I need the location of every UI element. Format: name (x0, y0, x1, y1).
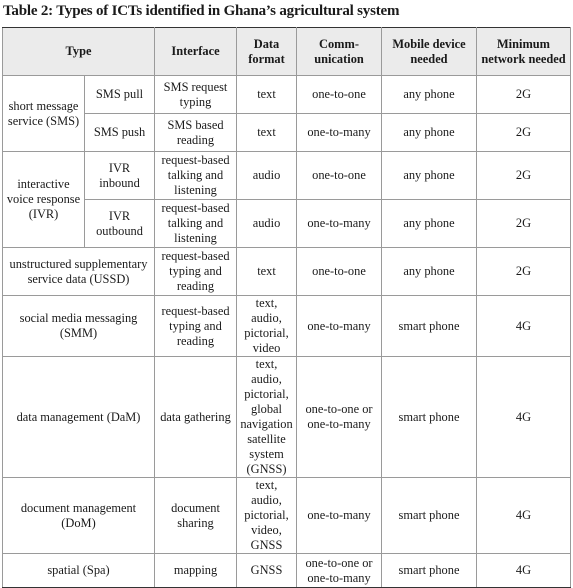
communication-cell: one-to-one or one-to-many (297, 357, 382, 478)
table-row (3, 357, 571, 478)
subtype-cell: SMS pull (85, 76, 155, 114)
header-mobile-device: Mobile device needed (382, 28, 477, 76)
format-cell: text, audio, pictorial, video, GNSS (237, 478, 297, 554)
format-cell: text (237, 114, 297, 152)
network-cell: 4G (477, 357, 571, 478)
communication-cell: one-to-one (297, 152, 382, 200)
device-cell: smart phone (382, 357, 477, 478)
format-cell: text (237, 76, 297, 114)
header-min-network: Minimum network needed (477, 28, 571, 76)
device-cell: any phone (382, 152, 477, 200)
communication-cell: one-to-many (297, 200, 382, 248)
device-cell: any phone (382, 200, 477, 248)
communication-cell: one-to-many (297, 114, 382, 152)
header-data-format: Data format (237, 28, 297, 76)
table-row (3, 200, 571, 248)
format-cell: audio (237, 152, 297, 200)
table-row (3, 76, 571, 114)
table-row (3, 248, 571, 296)
format-cell: text, audio, pictorial, video (237, 296, 297, 357)
subtype-cell: IVR outbound (85, 200, 155, 248)
network-cell: 2G (477, 248, 571, 296)
type-cell: interactive voice response (IVR) (3, 152, 85, 248)
subtype-cell: SMS push (85, 114, 155, 152)
interface-cell: request-based typing and reading (155, 296, 237, 357)
device-cell: smart phone (382, 554, 477, 588)
header-type: Type (3, 28, 155, 76)
interface-cell: mapping (155, 554, 237, 588)
communication-cell: one-to-one or one-to-many (297, 554, 382, 588)
network-cell: 4G (477, 296, 571, 357)
table-row (3, 152, 571, 200)
table-row (3, 114, 571, 152)
network-cell: 2G (477, 114, 571, 152)
communication-cell: one-to-many (297, 478, 382, 554)
network-cell: 4G (477, 554, 571, 588)
interface-cell: SMS request typing (155, 76, 237, 114)
header-interface: Interface (155, 28, 237, 76)
device-cell: smart phone (382, 296, 477, 357)
format-cell: text (237, 248, 297, 296)
network-cell: 2G (477, 76, 571, 114)
table-caption: Table 2: Types of ICTs identified in Ghana’s agricultural system (3, 3, 400, 19)
header-row (3, 28, 571, 76)
interface-cell: document sharing (155, 478, 237, 554)
device-cell: any phone (382, 76, 477, 114)
subtype-cell: IVR inbound (85, 152, 155, 200)
type-cell: short message service (SMS) (3, 76, 85, 152)
network-cell: 4G (477, 478, 571, 554)
communication-cell: one-to-many (297, 296, 382, 357)
header-communication: Comm-unication (297, 28, 382, 76)
interface-cell: request-based talking and listening (155, 152, 237, 200)
type-cell: spatial (Spa) (3, 554, 155, 588)
format-cell: audio (237, 200, 297, 248)
device-cell: any phone (382, 114, 477, 152)
device-cell: smart phone (382, 478, 477, 554)
table-row (3, 478, 571, 554)
type-cell: unstructured supplementary service data (USSD) (3, 248, 155, 296)
interface-cell: request-based talking and listening (155, 200, 237, 248)
interface-cell: data gathering (155, 357, 237, 478)
device-cell: any phone (382, 248, 477, 296)
format-cell: text, audio, pictorial, global navigation satellite system (GNSS) (237, 357, 297, 478)
interface-cell: request-based typing and reading (155, 248, 237, 296)
network-cell: 2G (477, 152, 571, 200)
type-cell: data management (DaM) (3, 357, 155, 478)
network-cell: 2G (477, 200, 571, 248)
type-cell: social media messaging (SMM) (3, 296, 155, 357)
communication-cell: one-to-one (297, 76, 382, 114)
table-row (3, 554, 571, 588)
communication-cell: one-to-one (297, 248, 382, 296)
ict-types-table (2, 27, 571, 588)
interface-cell: SMS based reading (155, 114, 237, 152)
type-cell: document management (DoM) (3, 478, 155, 554)
table-row (3, 296, 571, 357)
format-cell: GNSS (237, 554, 297, 588)
